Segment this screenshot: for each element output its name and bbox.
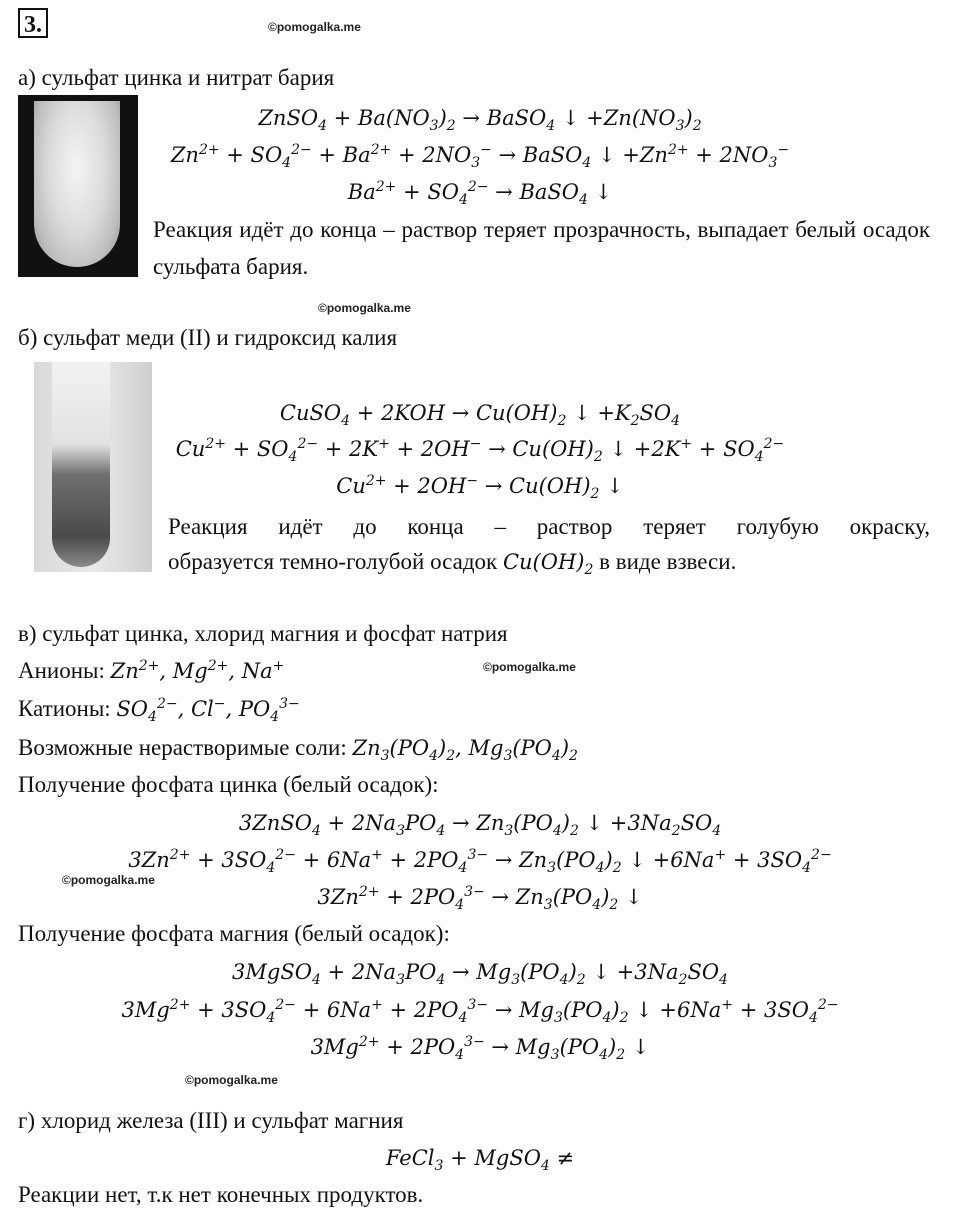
watermark: ©pomogalka.me xyxy=(268,20,361,34)
equation-zn-short-ionic: $3Zn^{2+} + 2PO_4^{3-} \to Zn_3(PO_4)_2$ ↓ xyxy=(317,884,643,914)
watermark: ©pomogalka.me xyxy=(62,873,155,887)
equation-a-molecular: ZnSO$_4$ + $Ba(NO_3)_2$ → BaSO$_4$ ↓ $+Zn(NO_3)_2$ xyxy=(258,106,702,135)
section-b-text-line1: Реакция идёт до конца – раствор теряет голубую окраску, xyxy=(168,514,930,539)
equation-g: FeCl$_3$ + MgSO$_4$ ≠ xyxy=(385,1146,575,1175)
zinc-phosphate-heading: Получение фосфата цинка (белый осадок): xyxy=(18,772,439,797)
watermark: ©pomogalka.me xyxy=(185,1073,278,1087)
anions-line: Анионы: $Zn^{2+}$, $Mg^{2+}$, Na+ xyxy=(18,658,285,683)
section-g-heading: г) хлорид железа (III) и сульфат магния xyxy=(18,1108,404,1133)
test-tube-photo-blue-precipitate xyxy=(34,362,152,572)
equation-mg-full-ionic: $3Mg^{2+} + 3SO_4^{2-} + 6Na^+ + 2PO_4^{3-} \to Mg_3(PO_4)_2$ ↓ $+6Na^+ + 3SO_4^{2-}$ xyxy=(121,997,839,1027)
equation-a-short-ionic: $Ba^{2+} + SO_4^{2-}$ → BaSO$_4$ ↓ xyxy=(347,179,613,209)
equation-mg-short-ionic: $3Mg^{2+} + 2PO_4^{3-} \to Mg_3(PO_4)_2$ ↓ xyxy=(310,1034,650,1064)
section-a-heading: а) сульфат цинка и нитрат бария xyxy=(18,65,335,90)
task-number: 3. xyxy=(18,8,48,38)
magnesium-phosphate-heading: Получение фосфата магния (белый осадок): xyxy=(18,921,450,946)
section-b-heading: б) сульфат меди (II) и гидроксид калия xyxy=(18,325,398,350)
cations-line: Катионы: $SO_4^{2-}$, Cl−, $PO_4^{3-}$ xyxy=(18,696,300,726)
equation-b-molecular: CuSO$_4$ + $2KOH \to Cu(OH)_2$ ↓ $+K_2SO_4$ xyxy=(279,401,681,430)
equation-mg-molecular: 3MgSO$_4$ + $2Na_3PO_4 \to Mg_3(PO_4)_2$ ↓ $+3Na_2SO_4$ xyxy=(232,960,728,989)
watermark: ©pomogalka.me xyxy=(318,301,411,315)
insoluble-salts-line: Возможные нерастворимые соли: $Zn_3(PO_4)_2$, $Mg_3(PO_4)_2$ xyxy=(18,735,578,765)
equation-b-full-ionic: $Cu^{2+} + SO_4^{2-} + 2K^+ + 2OH^- \to Cu(OH)_2$ ↓ $+2K^+ + SO_4^{2-}$ xyxy=(175,436,785,466)
section-g-text: Реакции нет, т.к нет конечных продуктов. xyxy=(18,1182,424,1207)
equation-zn-molecular: 3ZnSO$_4$ + $2Na_3PO_4 \to Zn_3(PO_4)_2$ ↓ $+3Na_2SO_4$ xyxy=(238,811,722,840)
equation-b-short-ionic: $Cu^{2+} + 2OH^- \to Cu(OH)_2$ ↓ xyxy=(336,473,624,503)
section-b-text-line2: образуется темно-голубой осадок $Cu(OH)_2$ в виде взвеси. xyxy=(168,549,737,579)
equation-a-full-ionic: $Zn^{2+} + SO_4^{2-} + Ba^{2+} + 2NO_3^-$ → BaSO$_4$ ↓ $+Zn^{2+} + 2NO_3^-$ xyxy=(170,142,790,172)
watermark: ©pomogalka.me xyxy=(483,660,576,674)
section-v-heading: в) сульфат цинка, хлорид магния и фосфат натрия xyxy=(18,621,508,646)
section-a-text: Реакция идёт до конца – раствор теряет прозрачность, выпадает белый осадок сульфата бария. xyxy=(153,217,930,279)
equation-zn-full-ionic: $3Zn^{2+} + 3SO_4^{2-} + 6Na^+ + 2PO_4^{3-} \to Zn_3(PO_4)_2$ ↓ $+6Na^+ + 3SO_4^{2-}$ xyxy=(128,847,832,877)
